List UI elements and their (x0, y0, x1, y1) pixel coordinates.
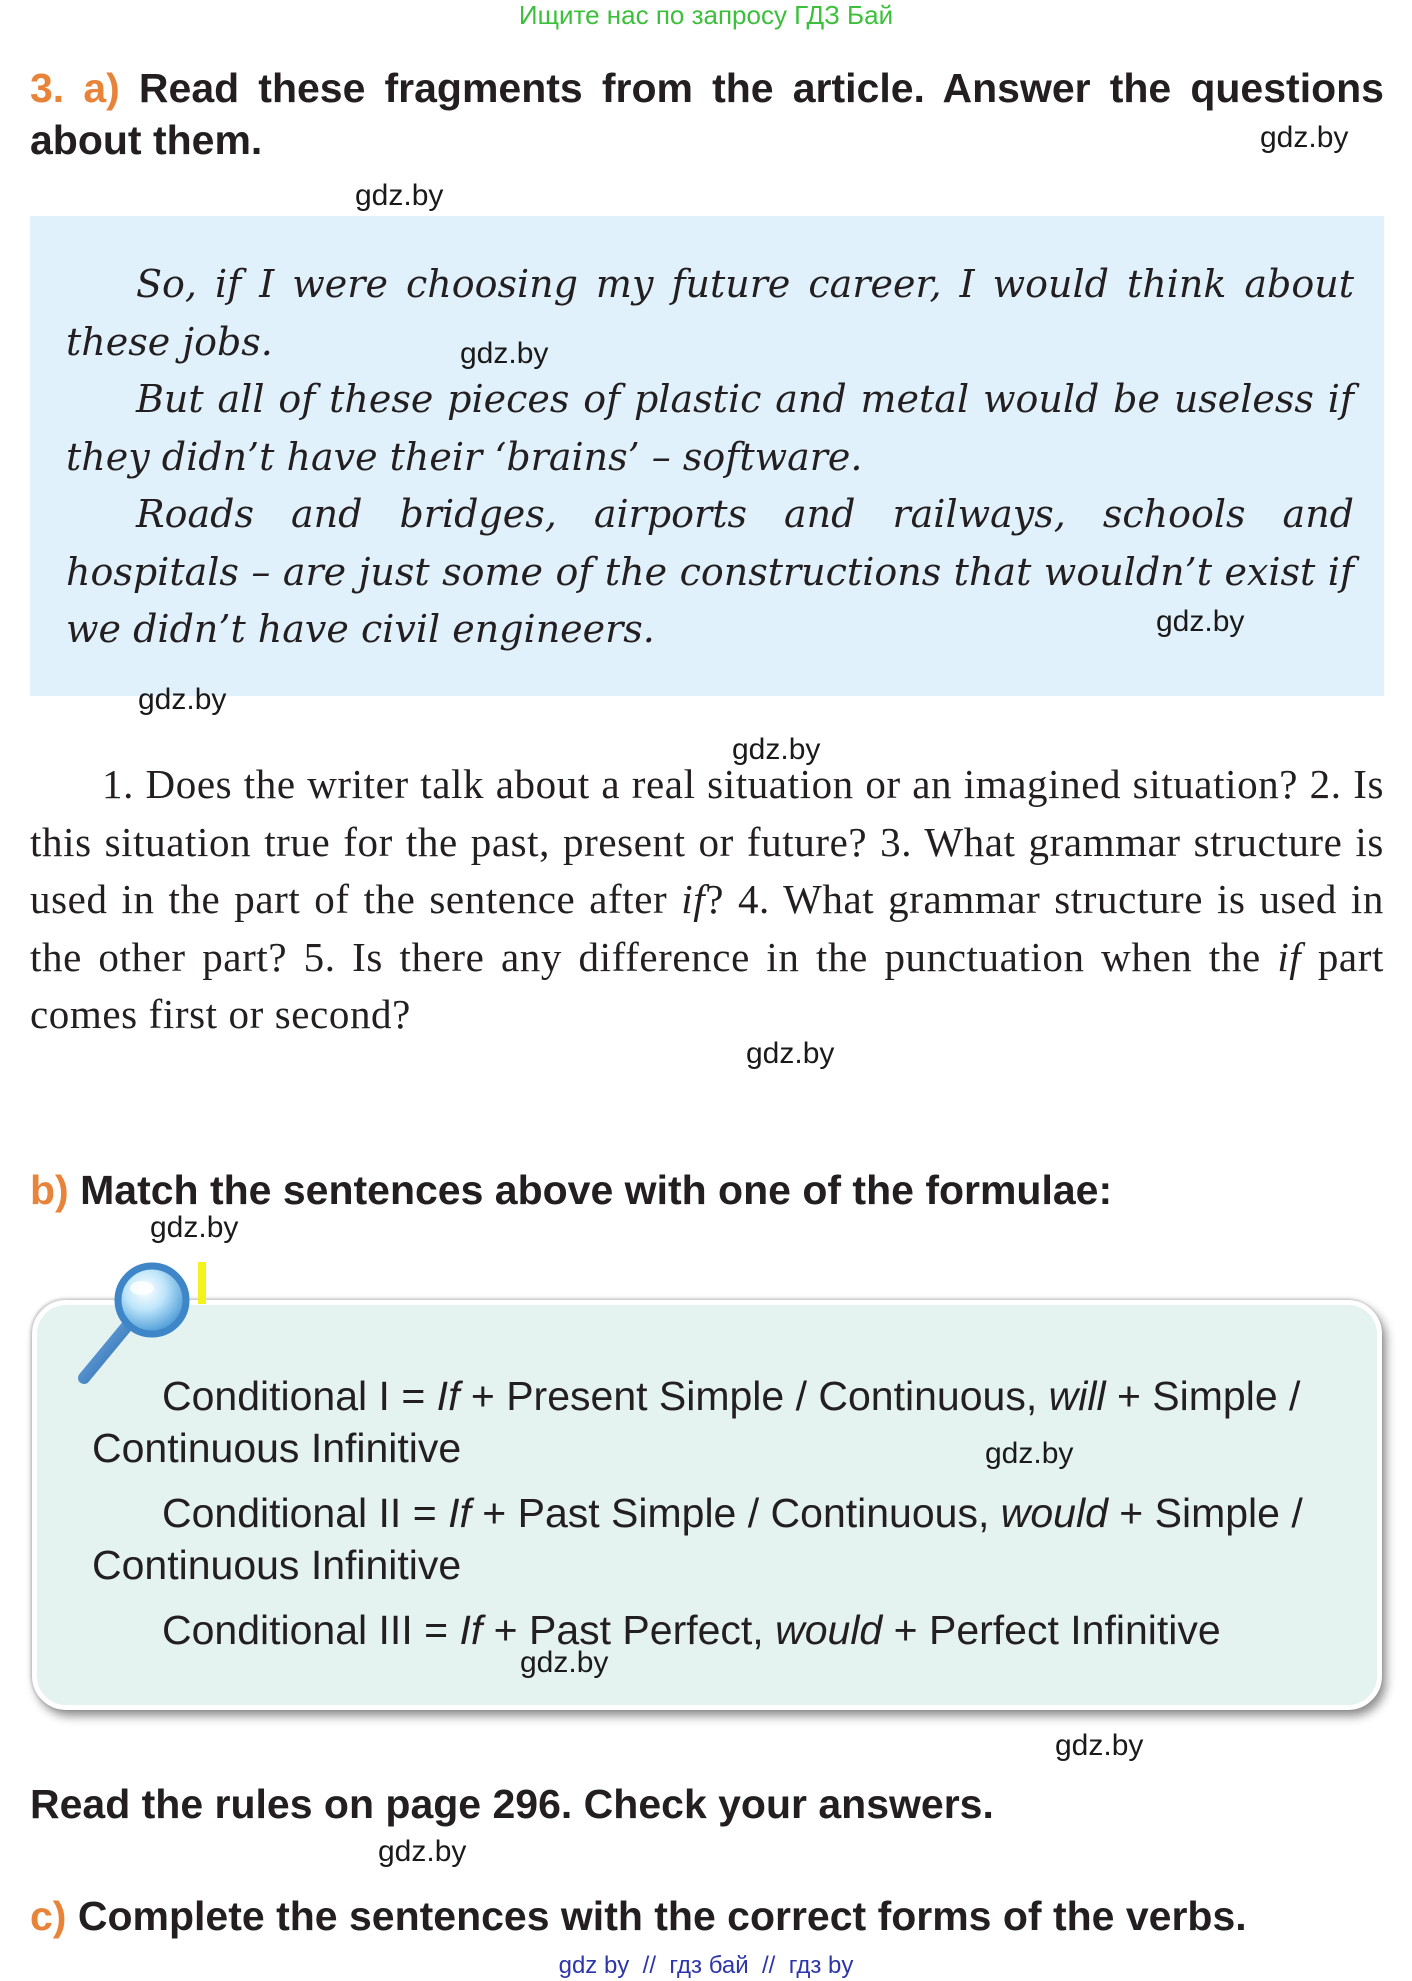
formula-conditional-2: Conditional II = If + Past Simple / Continuous, would + Simple / Continuous Infinitive (92, 1490, 1303, 1588)
formula-list (92, 1370, 1322, 1669)
part-c-instruction: Complete the sentences with the correct forms of the verbs. (77, 1893, 1247, 1939)
watermark: gdz.by (150, 1211, 239, 1244)
question-3: 3. What grammar structure is used in the part of the sentence after if? (30, 818, 1384, 922)
questions-paragraph (30, 756, 1384, 1044)
task3-heading (30, 62, 1384, 166)
part-a-letter: a) (83, 65, 120, 111)
part-c-heading (30, 1890, 1247, 1942)
part-b-instruction: Match the sentences above with one of the formulae: (80, 1167, 1113, 1213)
part-a-instruction: Read these fragments from the article. Answer the questions about them. (30, 65, 1384, 163)
fragment-3: Roads and bridges, airports and railways, schools and hospitals – are just some of the constructions that wouldn’t exist if we didn’t have civil engineers. (66, 492, 1354, 651)
top-banner: Ищите нас по запросу ГДЗ Бай (518, 0, 894, 30)
watermark: gdz.by (355, 179, 444, 212)
question-2: 2. Is this situation true for the past, present or future? (30, 761, 1384, 865)
watermark: gdz.by (1260, 121, 1349, 154)
part-c-letter: c) (30, 1893, 67, 1939)
watermark: gdz.by (1156, 605, 1245, 638)
watermark: gdz.by (985, 1437, 1074, 1470)
article-fragments (66, 256, 1354, 659)
task-number: 3. (30, 65, 65, 111)
footer-watermark: gdz by // гдз бай // гдз by (558, 1952, 854, 1979)
watermark: gdz.by (460, 337, 549, 370)
watermark: gdz.by (1055, 1729, 1144, 1762)
watermark: gdz.by (520, 1646, 609, 1679)
part-b-letter: b) (30, 1167, 69, 1213)
fragment-2: But all of these pieces of plastic and metal would be useless if they didn’t have their ‘brains’ – software. (66, 377, 1354, 479)
formula-conditional-1: Conditional I = If + Present Simple / Continuous, will + Simple / Continuous Infinitive (92, 1373, 1301, 1471)
watermark: gdz.by (746, 1037, 835, 1070)
question-4: 4. What grammar structure is used in the other part? (30, 876, 1385, 980)
rules-instruction: Read the rules on page 296. Check your answers. (30, 1781, 994, 1827)
fragment-1: So, if I were choosing my future career, I would think about these jobs. (66, 262, 1354, 364)
formula-conditional-3: Conditional III = If + Past Perfect, would + Perfect Infinitive (162, 1607, 1221, 1653)
question-5: 5. Is there any difference in the punctuation when the if part comes first or second? (30, 933, 1384, 1037)
part-b-heading (30, 1164, 1112, 1216)
watermark: gdz.by (732, 733, 821, 766)
question-1: 1. Does the writer talk about a real situation or an imagined situation? (102, 761, 1299, 807)
watermark: gdz.by (378, 1835, 467, 1868)
watermark: gdz.by (138, 683, 227, 716)
